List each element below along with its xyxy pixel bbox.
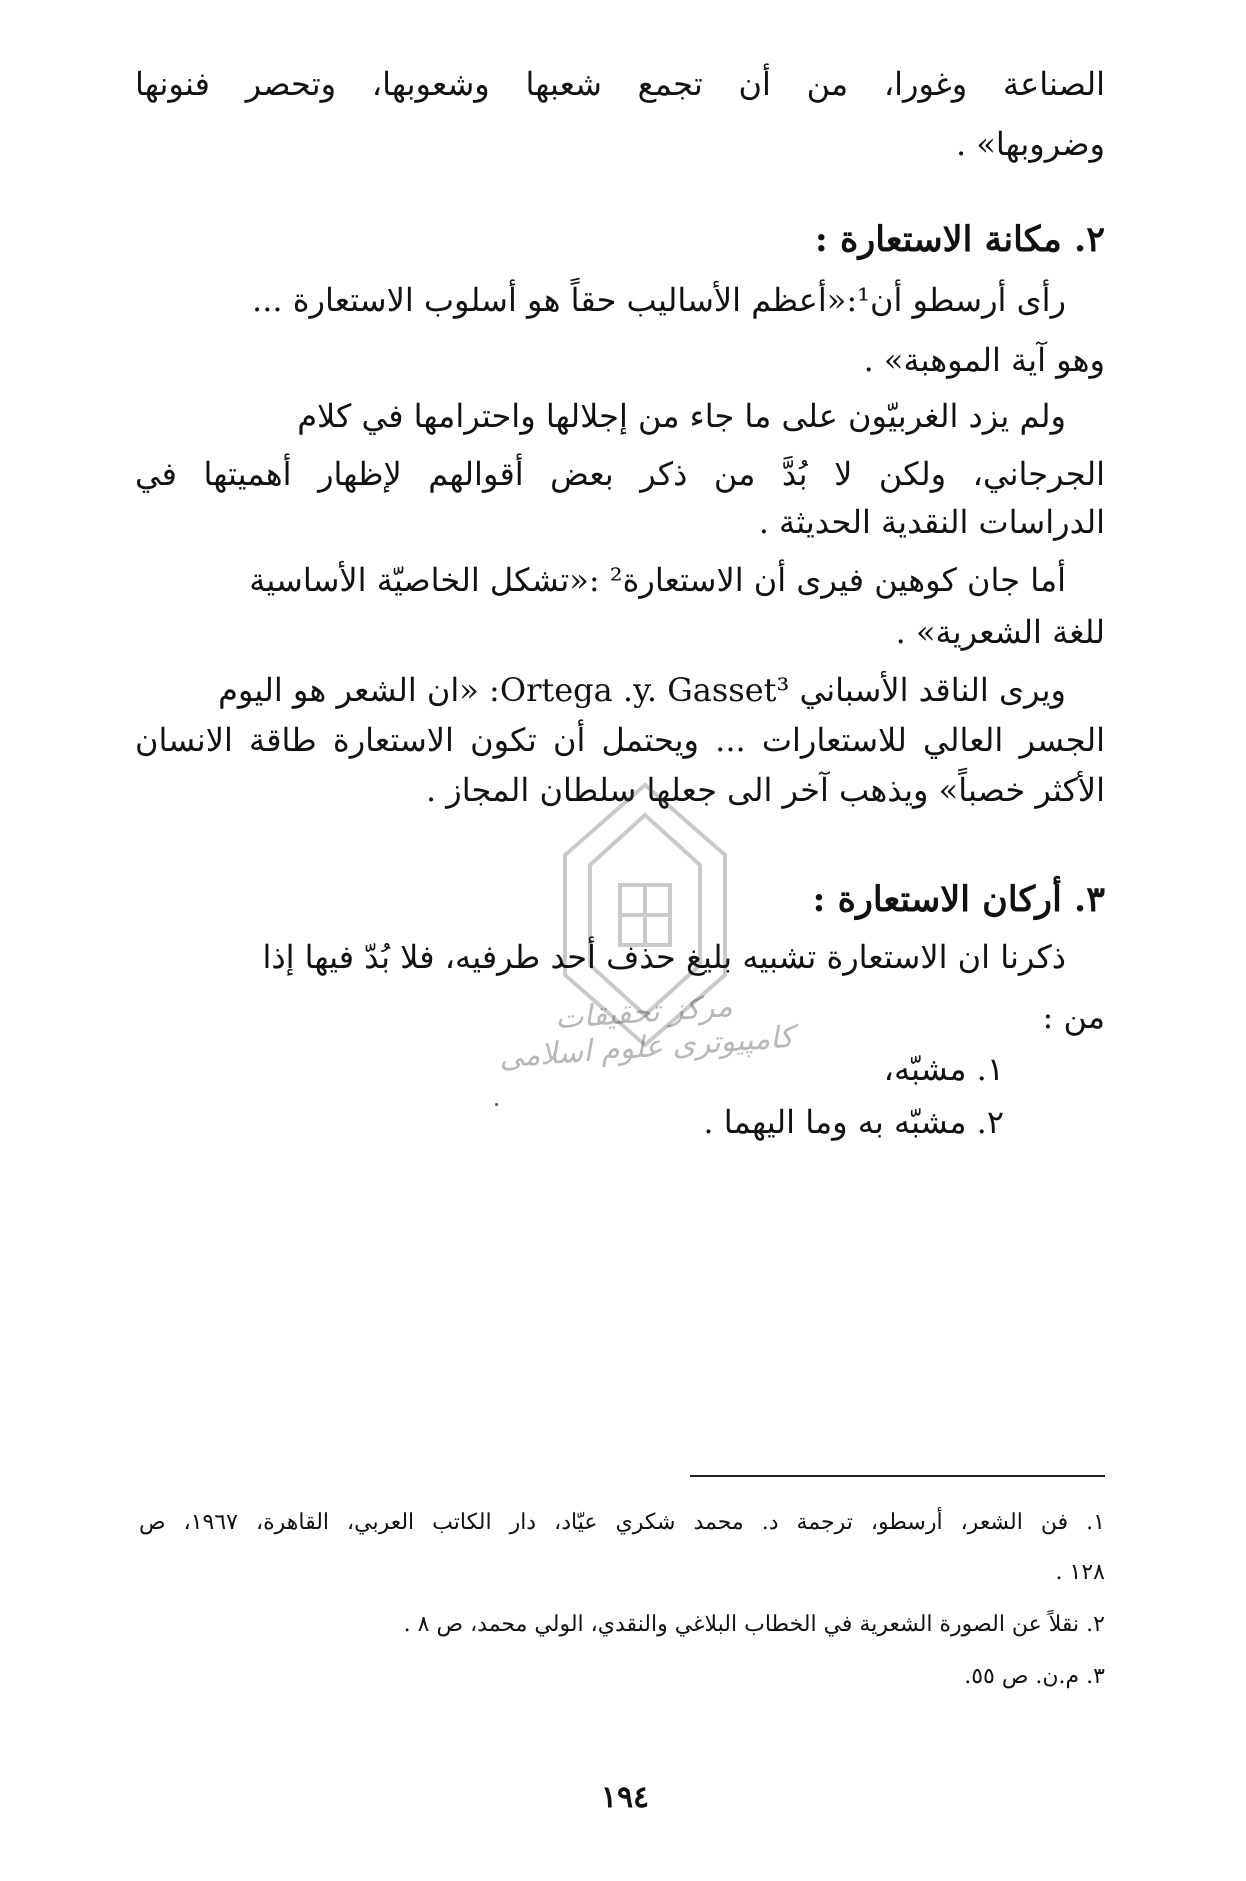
footnote: ١. فن الشعر، أرسطو، ترجمة د. محمد شكري عيّاد، دار الكاتب العربي، القاهرة، ١٩٦٧، ص bbox=[139, 1510, 1105, 1535]
body-line: الأكثر خصباً» ويذهب آخر الى جعلها سلطان المجاز . bbox=[425, 771, 1105, 809]
body-line: من : bbox=[1042, 998, 1105, 1036]
body-line: الصناعة وغورا، من أن تجمع شعبها وشعوبها، وتحصر فنونها bbox=[135, 65, 1105, 103]
footnote: ١٢٨ . bbox=[1055, 1560, 1105, 1585]
body-line: الجسر العالي للاستعارات ... ويحتمل أن تكون الاستعارة طاقة الانسان bbox=[135, 721, 1105, 759]
section-heading: ٢. مكانة الاستعارة : bbox=[814, 219, 1105, 260]
body-line: ولم يزد الغربيّون على ما جاء من إجلالها واحترامها في كلام bbox=[297, 397, 1066, 435]
body-line: وهو آية الموهبة» . bbox=[863, 341, 1105, 379]
body-line: ذكرنا ان الاستعارة تشبيه بليغ حذف أحد طرفيه، فلا بُدّ فيها إذا bbox=[262, 938, 1066, 976]
body-line: الجرجاني، ولكن لا بُدَّ من ذكر بعض أقوالهم لإظهار أهميتها في bbox=[135, 455, 1105, 493]
body-line: رأى أرسطو أن¹:«أعظم الأساليب حقاً هو أسلوب الاستعارة ... bbox=[252, 281, 1066, 319]
list-item: ١. مشبّه، bbox=[883, 1050, 1004, 1088]
body-line: للغة الشعرية» . bbox=[895, 613, 1105, 651]
footnote: ٢. نقلاً عن الصورة الشعرية في الخطاب البلاغي والنقدي، الولي محمد، ص ٨ . bbox=[403, 1612, 1105, 1637]
scan-speck bbox=[495, 1103, 498, 1106]
body-line: أما جان كوهين فيرى أن الاستعارة² :«تشكل الخاصيّة الأساسية bbox=[249, 561, 1066, 599]
footnote: ٣. م.ن. ص ٥٥. bbox=[964, 1664, 1105, 1689]
body-line: الدراسات النقدية الحديثة . bbox=[758, 503, 1105, 541]
body-line: ويرى الناقد الأسباني Ortega .y. Gasset³: «ان الشعر هو اليوم bbox=[218, 671, 1066, 709]
body-line: وضروبها» . bbox=[955, 125, 1105, 163]
page-number: ١٩٤ bbox=[600, 1780, 650, 1815]
watermark-caption: مركز تحقيقات كامپيوترى علوم اسلامى bbox=[497, 988, 795, 1076]
section-heading: ٣. أركان الاستعارة : bbox=[812, 879, 1105, 920]
footnote-divider bbox=[690, 1475, 1105, 1477]
list-item: ٢. مشبّه به وما اليهما . bbox=[703, 1103, 1004, 1141]
